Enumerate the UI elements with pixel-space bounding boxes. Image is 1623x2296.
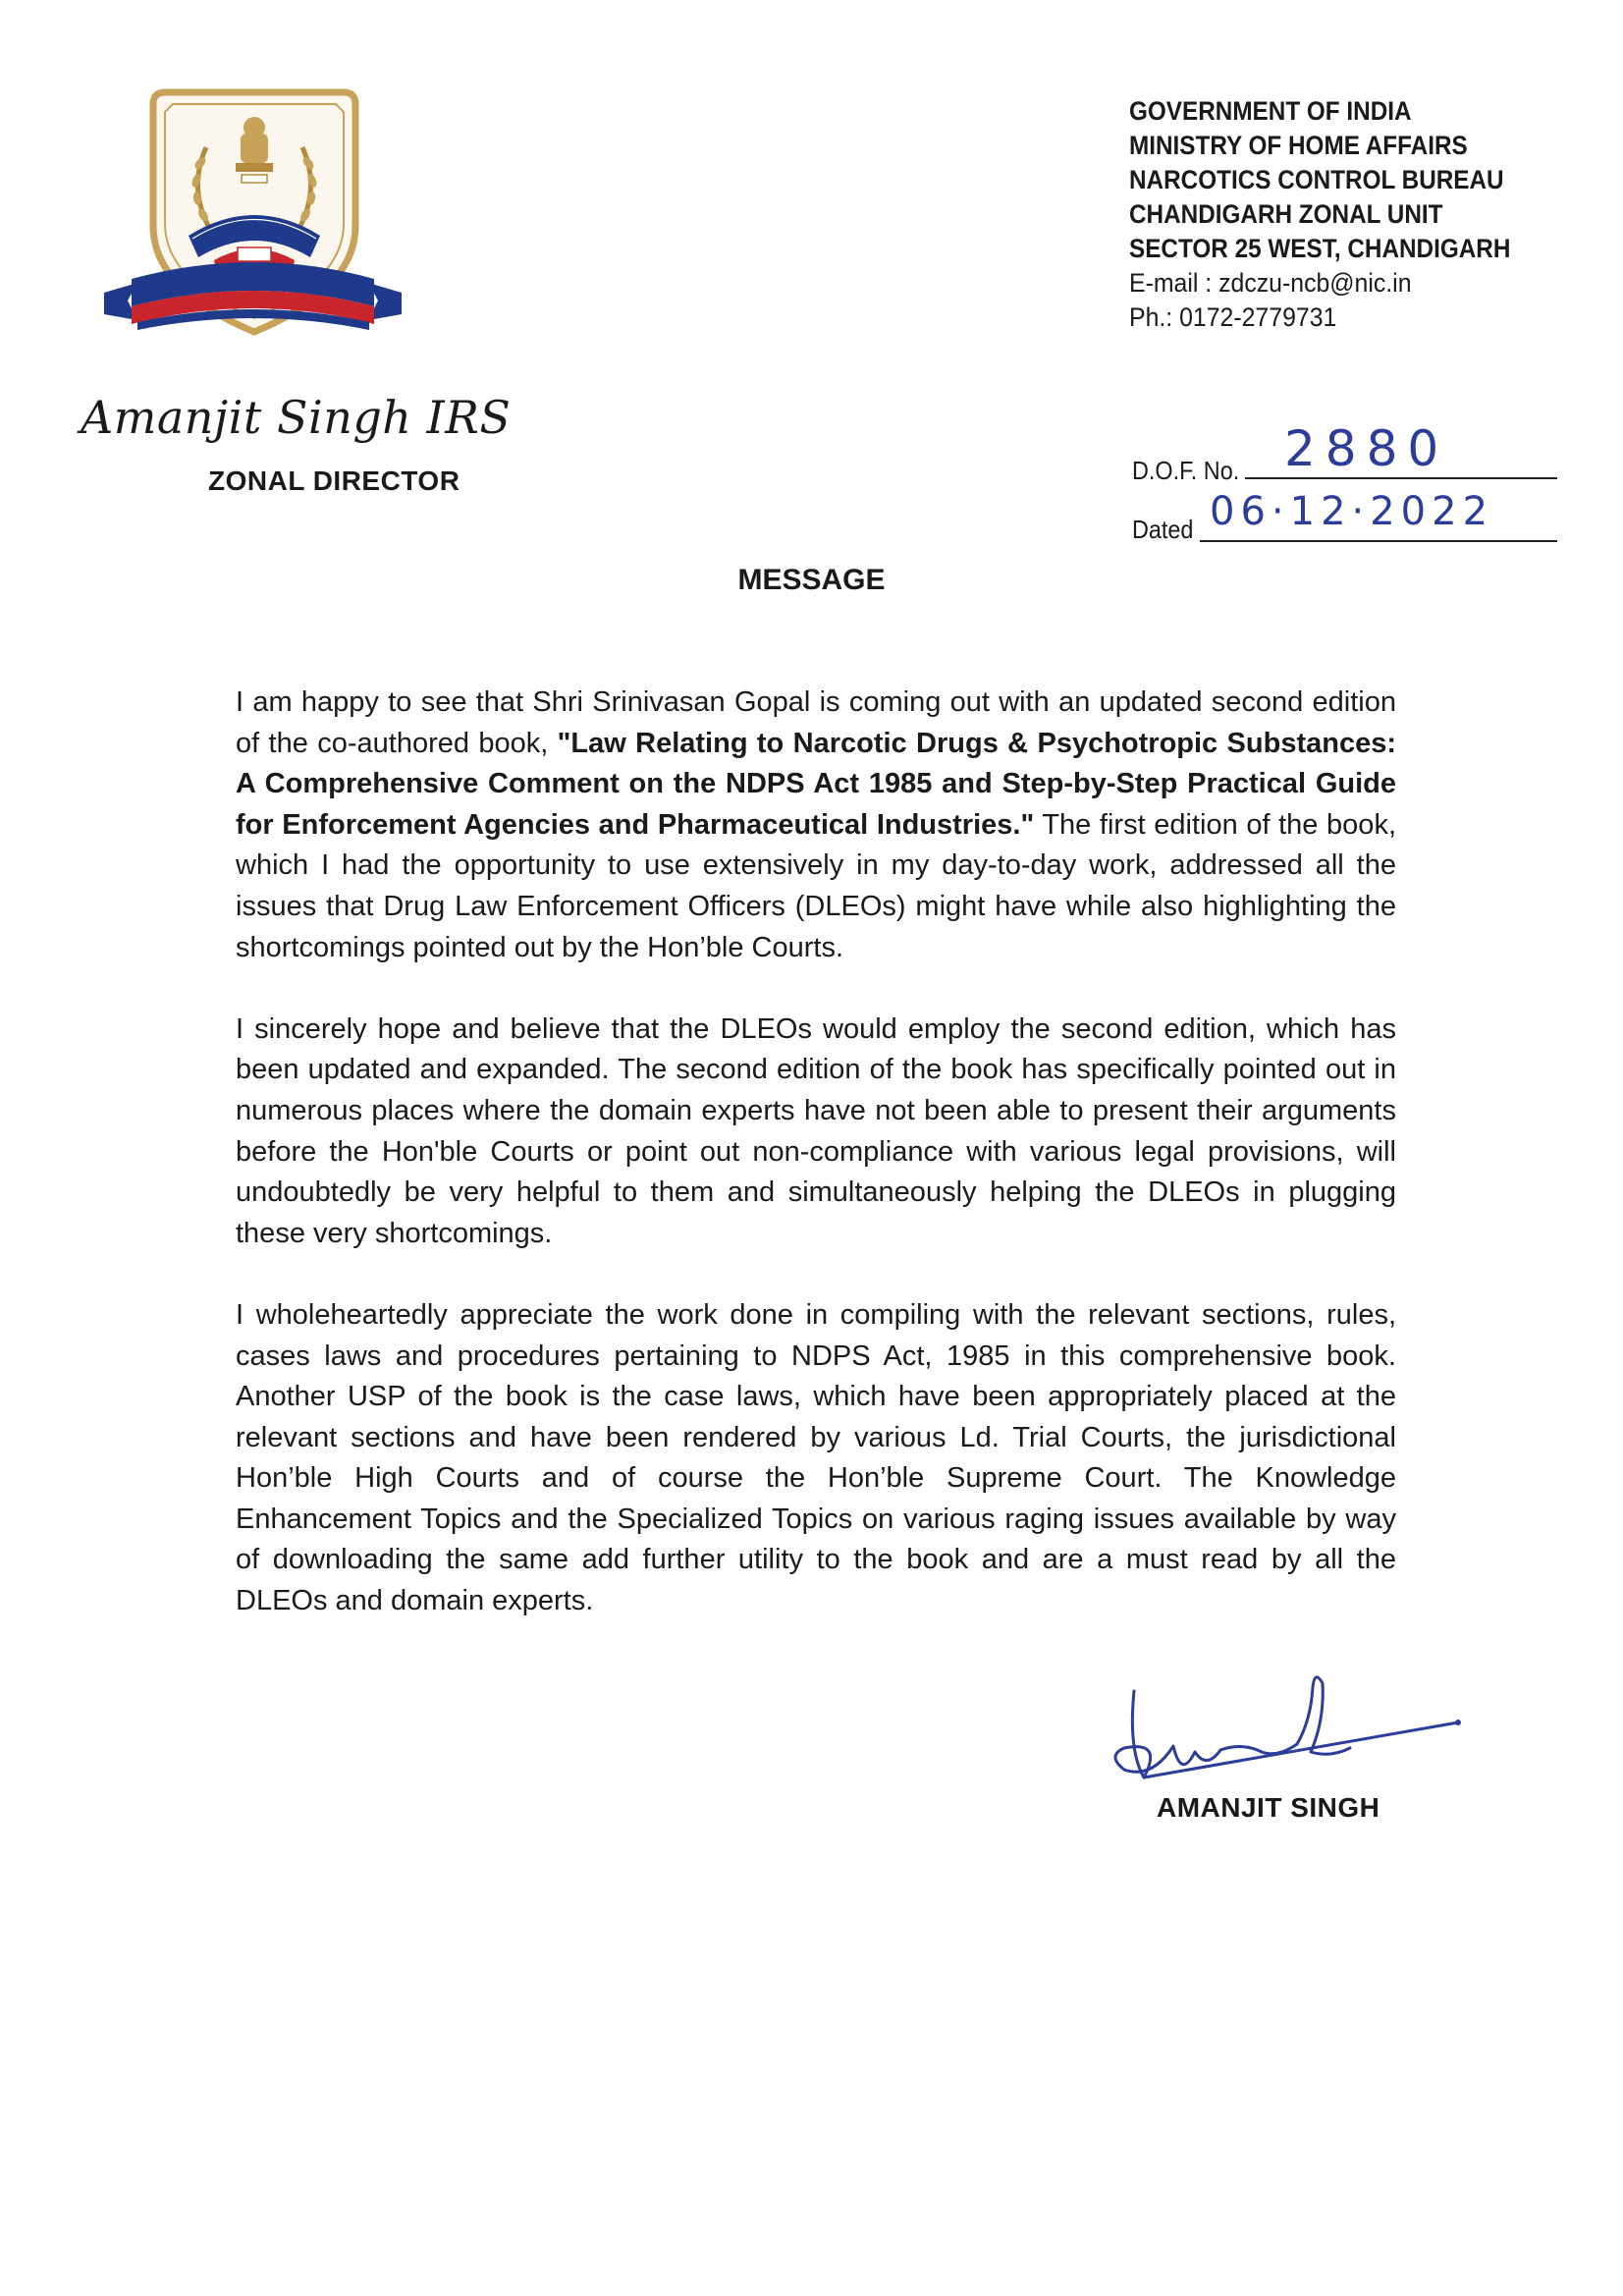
phone-text: Ph.: 0172-2779731 (1129, 302, 1337, 332)
ncb-emblem-icon (98, 79, 407, 373)
book-title: "Law Relating to Narcotic Drugs & Psychotropic Substances: A Comprehensive Comment on the NDPS Act 1985 and Step-by-Step Practical Guide for Enforcement Agencies and Pharmaceutical Industries." (236, 727, 1396, 841)
org-line-bureau: NARCOTICS CONTROL BUREAU (1129, 165, 1504, 194)
org-line-ministry: MINISTRY OF HOME AFFAIRS (1129, 131, 1468, 160)
dated-label: Dated (1132, 515, 1194, 544)
handwritten-signature-icon (1105, 1662, 1463, 1799)
message-paragraph-2: I sincerely hope and believe that the DLEOs would employ the second edition, which has been updated and expanded. The second edition of the book has specifically pointed out in numerous places where the domain experts have not been able to present their arguments before the Hon'ble Courts or point out non-compliance with various legal provisions, will undoubtedly be very helpful to them and simultaneously helping the DLEOs in plugging these very shortcomings. (236, 1012, 1396, 1249)
dof-number-label: D.O.F. No. (1132, 456, 1240, 485)
dof-number-value: 2880 (1284, 420, 1449, 477)
dated-value: 06·12·2022 (1210, 489, 1494, 534)
paragraph-1-rest: The first edition of the book, which I had the opportunity to use extensively in my day-to-day work, addressed all the issues that Drug Law Enforcement Officers (DLEOs) might have while also highlighting the shortcomings pointed out by the Hon’ble Courts. (236, 808, 1396, 963)
message-paragraph-1 (236, 683, 1396, 968)
org-line-government: GOVERNMENT OF INDIA (1129, 96, 1412, 126)
org-line-sector: SECTOR 25 WEST, CHANDIGARH (1129, 234, 1511, 263)
paragraph-1-intro: I am happy to see that Shri Srinivasan Gopal is coming out with an updated second edition of the co-authored book, (236, 686, 1396, 759)
dof-number-line (1245, 477, 1557, 479)
org-line-unit: CHANDIGARH ZONAL UNIT (1129, 199, 1443, 229)
letterhead-address (1129, 94, 1553, 335)
message-paragraph-3: I wholeheartedly appreciate the work done in compiling with the relevant sections, rules, cases laws and procedures pertaining to NDPS Act, 1985 in this comprehensive book. Another USP of the book is the case laws, which have been appropriately placed at the relevant sections and have been rendered by various Ld. Trial Courts, the jurisdictional Hon’ble High Courts and of course the Hon’ble Supreme Court. The Knowledge Enhancement Topics and the Specialized Topics on various raging issues available by way of downloading the same add further utility to the book and are a must read by all the DLEOs and domain experts. (236, 1298, 1396, 1617)
message-body (236, 683, 1396, 1663)
signatory-name: AMANJIT SINGH (1157, 1792, 1380, 1823)
message-heading: MESSAGE (737, 564, 886, 596)
director-name: Amanjit Singh IRS (81, 391, 512, 444)
director-title: ZONAL DIRECTOR (208, 465, 460, 496)
dated-line (1200, 540, 1557, 542)
email-text: E-mail : zdczu-ncb@nic.in (1129, 268, 1412, 298)
